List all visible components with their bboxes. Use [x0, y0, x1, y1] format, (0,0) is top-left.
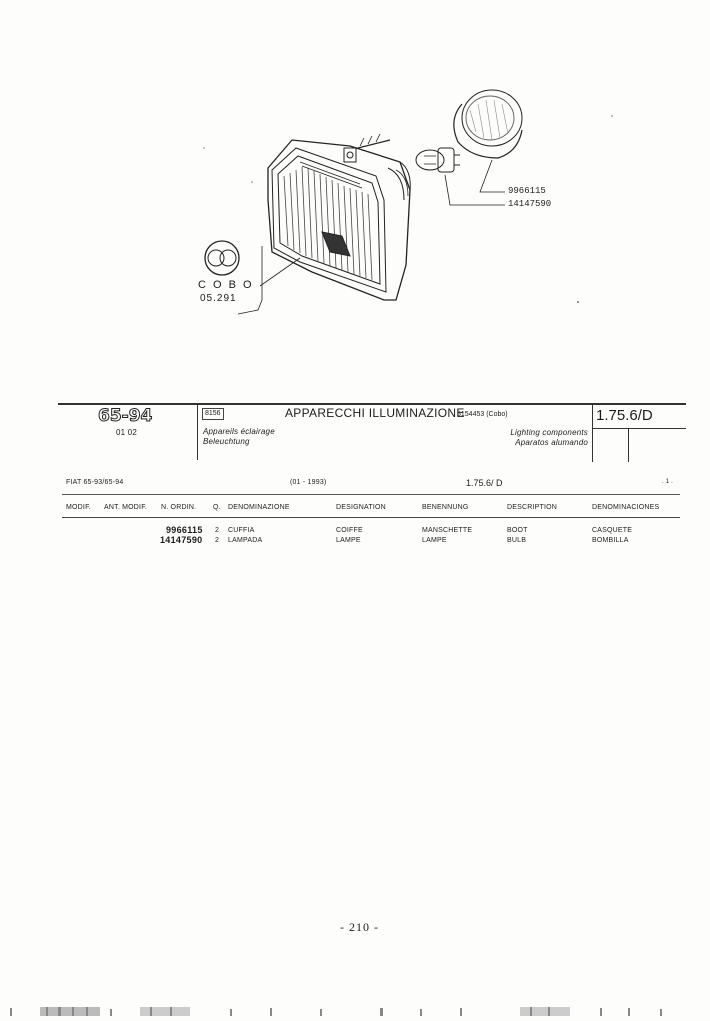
info-ref: 1.75.6/ D [466, 478, 503, 488]
col-ant-modif: ANT. MODIF. [104, 504, 148, 511]
callout-part-a: 9966115 [508, 186, 546, 196]
title-ref: 5154453 (Cobo) [457, 411, 508, 418]
page-ref: 1.75.6/D [596, 407, 653, 424]
col-it: DENOMINAZIONE [228, 504, 290, 511]
info-mark: . 1 . [662, 479, 674, 485]
callout-part-b: 14147590 [508, 199, 552, 209]
scan-edge-artifacts [0, 1004, 710, 1018]
quantity: 2 [215, 527, 220, 534]
headlamp-exploded-drawing [0, 0, 710, 400]
part-number: 14147590 [160, 535, 203, 545]
header-divider-right [592, 404, 593, 462]
info-rule [62, 494, 680, 495]
name-es: BOMBILLA [592, 537, 629, 544]
col-part-no: N. ORDIN. [161, 504, 197, 511]
title-de: Beleuchtung [203, 437, 250, 446]
name-en: BOOT [507, 527, 528, 534]
col-de: BENENNUNG [422, 504, 469, 511]
col-en: DESCRIPTION [507, 504, 558, 511]
title-fr: Appareils éclairage [203, 427, 275, 436]
name-de: MANSCHETTE [422, 527, 473, 534]
name-es: CASQUETE [592, 527, 633, 534]
date-range: (01 - 1993) [290, 479, 327, 486]
name-it: CUFFIA [228, 527, 255, 534]
name-de: LAMPE [422, 537, 447, 544]
group-code: 8156 [202, 408, 224, 420]
col-qty: Q. [213, 504, 221, 511]
col-es: DENOMINACIONES [592, 504, 660, 511]
quantity: 2 [215, 537, 220, 544]
headlamp-housing [268, 134, 410, 300]
table-header-rule [62, 517, 680, 518]
header-divider-left [197, 404, 198, 460]
page-ref-divider [628, 428, 629, 462]
part-number: 9966115 [166, 525, 203, 535]
page-title: APPARECCHI ILLUMINAZIONE [285, 406, 465, 420]
name-en: BULB [507, 537, 527, 544]
model-sub: 01 02 [116, 428, 138, 437]
boot-cover [454, 90, 522, 158]
brand-ref: 05.291 [200, 293, 237, 304]
model-badge: 65-94 [98, 406, 153, 426]
page-number: - 210 - [340, 920, 379, 934]
brand-code: C O B O [198, 279, 254, 291]
cobo-logo [205, 241, 239, 275]
name-it: LAMPADA [228, 537, 263, 544]
model-range: FIAT 65-93/65-94 [66, 479, 124, 486]
title-en: Lighting components [510, 428, 588, 437]
title-es: Aparatos alumando [515, 438, 588, 447]
col-fr: DESIGNATION [336, 504, 386, 511]
name-fr: LAMPE [336, 537, 361, 544]
page-ref-rule [592, 428, 686, 429]
col-modif: MODIF. [66, 504, 91, 511]
bulb [416, 148, 460, 172]
name-fr: COIFFE [336, 527, 363, 534]
